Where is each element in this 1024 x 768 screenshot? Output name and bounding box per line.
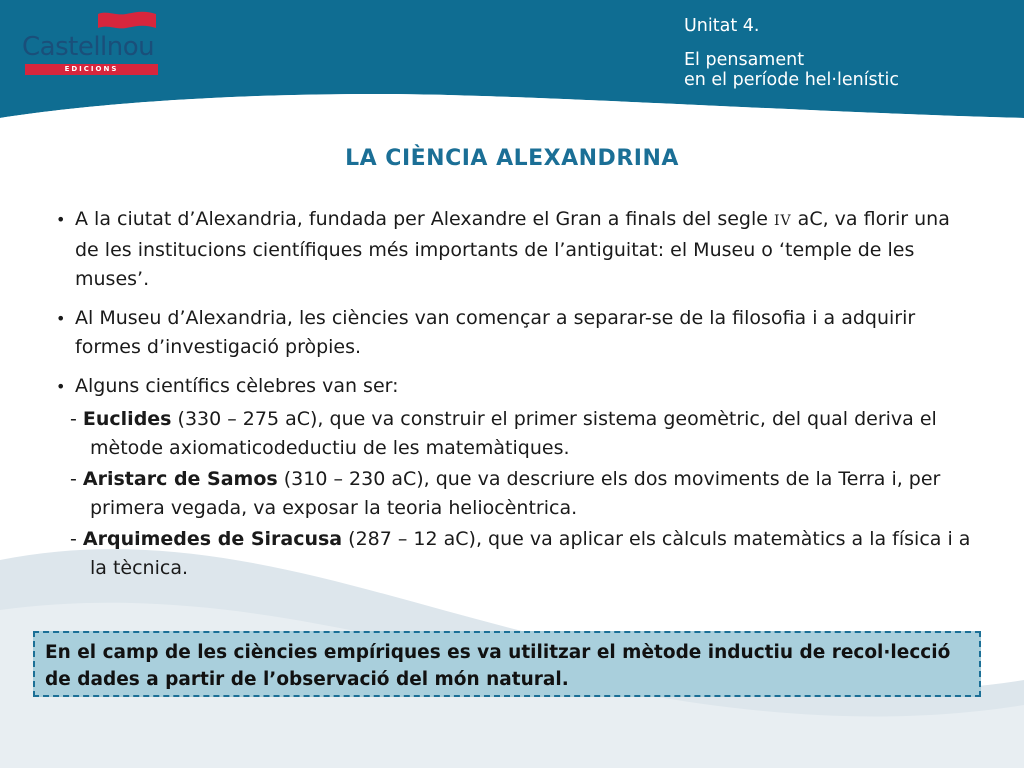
logo-flag-icon [98,12,156,29]
logo-wordmark: Castellnou [22,32,155,62]
scientist-item-euclides: - Euclides (330 – 275 aC), que va construir el primer sistema geomètric, del qual deriva el mètode axiomaticodeductiu de les matemàtiques. [70,408,937,459]
scientist-name: Aristarc de Samos [82,468,278,490]
logo-subtitle: EDICIONS [25,64,158,75]
unit-topic-line-2: en el període hel·lenístic [684,70,900,90]
bullet-item [56,304,976,362]
page-title: LA CIÈNCIA ALEXANDRINA [345,146,679,171]
bullet-text: Alguns científics cèlebres van ser: [75,375,399,397]
scientist-description: (310 – 230 aC), que va descriure els dos moviments de la Terra i, per primera vegada, va exposar la teoria heliocèntrica. [90,468,941,519]
scientist-description: (330 – 275 aC), que va construir el primer sistema geomètric, del qual deriva el mètode axiomaticodeductiu de les matemàtiques. [90,408,937,459]
bullet-text: Al Museu d’Alexandria, les ciències van començar a separar-se de la filosofia i a adquirir formes d’investigació pròpies. [75,307,916,358]
scientist-description: (287 – 12 aC), que va aplicar els càlculs matemàtics a la física i a la tècnica. [90,528,971,579]
bullet-text-pre: A la ciutat d’Alexandria, fundada per Alexandre el Gran a finals del segle [75,208,774,230]
scientist-name: Arquimedes de Siracusa [82,528,343,550]
bullet-icon: • [56,377,66,396]
scientist-name: Euclides [82,408,172,430]
unit-topic-line-1: El pensament [684,50,805,70]
bullet-icon: • [56,210,66,229]
callout-box: En el camp de les ciències empíriques es va utilitzar el mètode inductiu de recol·lecció de dades a partir de l’observació del món natural. [33,631,981,697]
unit-header [684,16,899,90]
unit-number: Unitat 4. [684,16,760,36]
bullet-item [56,205,976,294]
century-numeral: IV [774,213,792,229]
scientist-item-aristarc: - Aristarc de Samos (310 – 230 aC), que va descriure els dos moviments de la Terra i, per primera vegada, va exposar la teoria heliocèntrica. [70,468,941,519]
bullet-item [56,372,976,401]
main-content [56,205,976,585]
bullet-icon: • [56,309,66,328]
scientist-item-arquimedes: - Arquimedes de Siracusa (287 – 12 aC), que va aplicar els càlculs matemàtics a la física i a la tècnica. [70,528,971,579]
bullet-text-post: aC, va florir una de les institucions científiques més importants de l’antiguitat: el Museu o ‘temple de les muses’. [75,208,950,290]
